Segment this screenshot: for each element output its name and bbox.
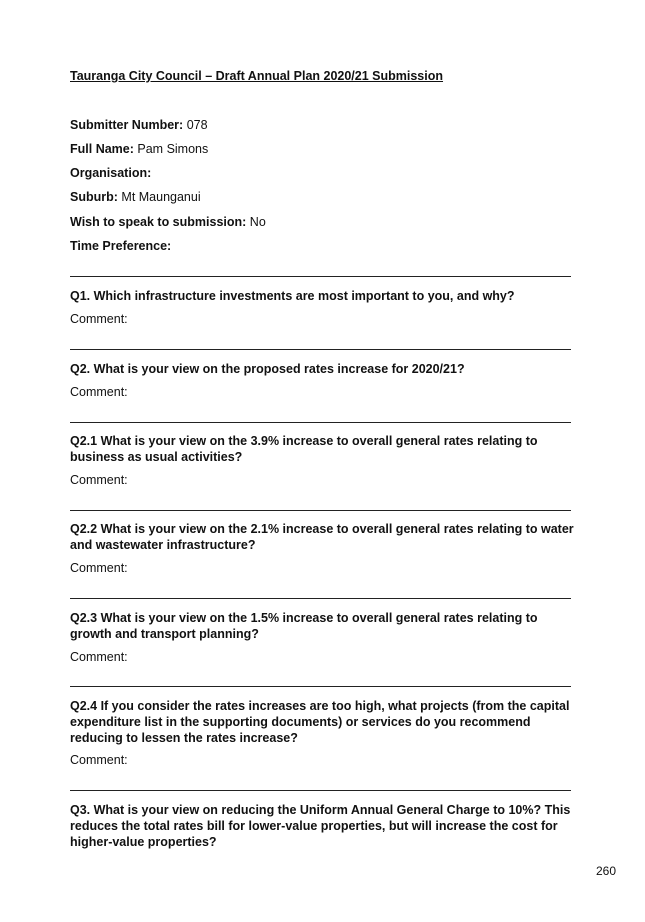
time-preference-field xyxy=(70,239,171,253)
comment-label: Comment: xyxy=(70,561,128,575)
comment-label: Comment: xyxy=(70,385,128,399)
section-divider xyxy=(70,790,571,791)
question-q2-3: Q2.3 What is your view on the 1.5% increase to overall general rates relating to growth and transport planning? xyxy=(70,611,538,641)
comment-label: Comment: xyxy=(70,312,128,326)
field-label: Wish to speak to submission: xyxy=(70,215,247,229)
comment-label: Comment: xyxy=(70,650,128,664)
question-q3: Q3. What is your view on reducing the Uniform Annual General Charge to 10%? This reduces the total rates bill for lower-value properties, but will increase the cost for higher-value properties? xyxy=(70,803,571,849)
section-divider xyxy=(70,686,571,687)
field-label: Submitter Number: xyxy=(70,118,184,132)
section-divider xyxy=(70,510,571,511)
question-q2-2: Q2.2 What is your view on the 2.1% increase to overall general rates relating to water and wastewater infrastructure? xyxy=(70,522,574,552)
wish-to-speak-field xyxy=(70,215,266,229)
organisation-field xyxy=(70,166,151,180)
comment-label: Comment: xyxy=(70,753,128,767)
field-label: Organisation: xyxy=(70,166,152,180)
submitter-number-field xyxy=(70,118,208,132)
document-title: Tauranga City Council – Draft Annual Plan 2020/21 Submission xyxy=(70,69,444,83)
comment-label: Comment: xyxy=(70,473,128,487)
question-q2-1: Q2.1 What is your view on the 3.9% increase to overall general rates relating to business as usual activities? xyxy=(70,434,538,464)
section-divider xyxy=(70,422,571,423)
field-value: Mt Maunganui xyxy=(121,190,201,204)
section-divider xyxy=(70,276,571,277)
question-q2-4: Q2.4 If you consider the rates increases are too high, what projects (from the capital expenditure list in the supporting documents) or services do you recommend reducing to lessen the rates increase? xyxy=(70,699,570,745)
field-value: 078 xyxy=(186,118,208,132)
page-number: 260 xyxy=(596,864,617,878)
field-label: Time Preference: xyxy=(70,239,172,253)
question-q2: Q2. What is your view on the proposed rates increase for 2020/21? xyxy=(70,362,465,376)
question-q1: Q1. Which infrastructure investments are most important to you, and why? xyxy=(70,289,515,303)
field-value: Pam Simons xyxy=(137,142,209,156)
section-divider xyxy=(70,349,571,350)
section-divider xyxy=(70,598,571,599)
full-name-field xyxy=(70,142,208,156)
field-label: Full Name: xyxy=(70,142,134,156)
field-value: No xyxy=(249,215,266,229)
suburb-field xyxy=(70,190,201,204)
field-label: Suburb: xyxy=(70,190,118,204)
